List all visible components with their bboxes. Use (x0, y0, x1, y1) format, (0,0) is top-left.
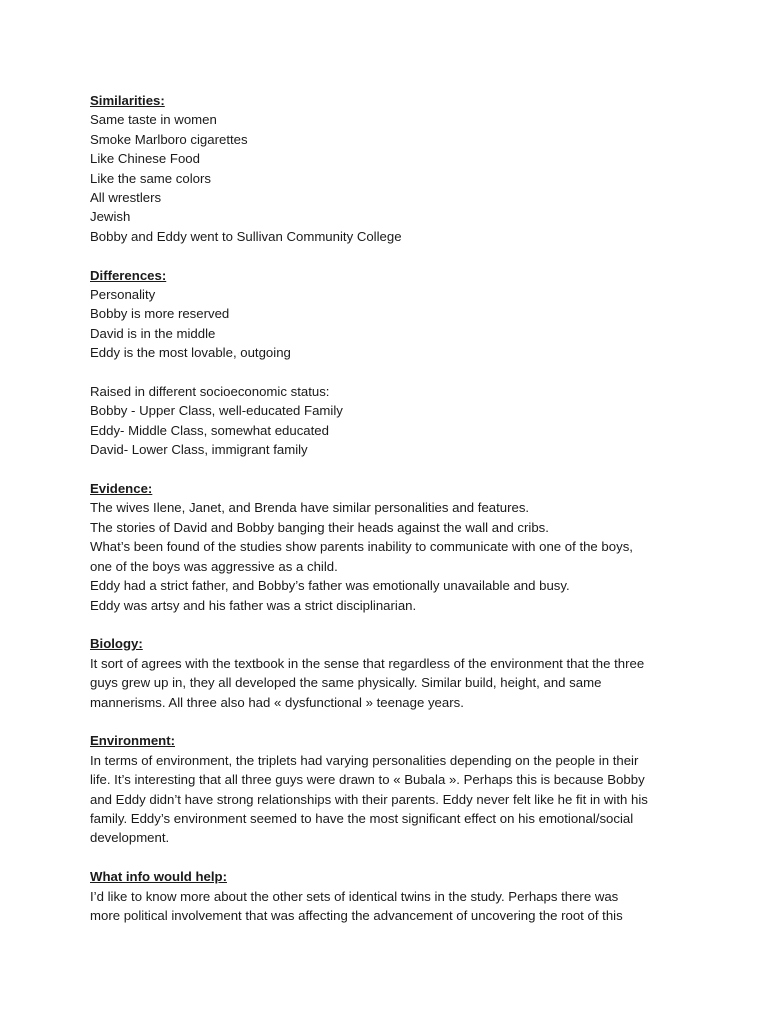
spacer (90, 712, 690, 731)
environment-line: development. (90, 830, 170, 846)
difference-item: Bobby is more reserved (90, 306, 230, 322)
socioeconomic-item: Eddy- Middle Class, somewhat educated (90, 422, 329, 438)
evidence-line: The stories of David and Bobby banging their heads against the wall and cribs. (90, 519, 549, 535)
environment-line: family. Eddy’s environment seemed to have the most significant effect on his emotional/social (90, 810, 634, 826)
socioeconomic-item: Bobby - Upper Class, well-educated Family (90, 403, 343, 419)
difference-item: Personality (90, 287, 156, 303)
evidence-section (90, 479, 690, 615)
spacer (90, 246, 690, 265)
biology-heading: Biology: (90, 636, 143, 652)
socioeconomic-item: David- Lower Class, immigrant family (90, 442, 308, 458)
similarity-item: All wrestlers (90, 190, 162, 206)
biology-section (90, 634, 690, 712)
environment-line: and Eddy didn’t have strong relationships with their parents. Eddy never felt like he fit in with his (90, 791, 648, 807)
similarity-item: Smoke Marlboro cigarettes (90, 131, 248, 147)
similarity-item: Bobby and Eddy went to Sullivan Community College (90, 228, 402, 244)
differences-heading: Differences: (90, 267, 167, 283)
environment-line: In terms of environment, the triplets had varying personalities depending on the people in their (90, 752, 639, 768)
info-section (90, 867, 690, 925)
similarity-item: Like Chinese Food (90, 151, 200, 167)
differences-section (90, 266, 690, 460)
evidence-line: one of the boys was aggressive as a child. (90, 558, 338, 574)
biology-line: It sort of agrees with the textbook in the sense that regardless of the environment that the three (90, 655, 645, 671)
evidence-line: What’s been found of the studies show parents inability to communicate with one of the boys, (90, 539, 633, 555)
environment-line: life. It’s interesting that all three guys were drawn to « Bubala ». Perhaps this is because Bobby (90, 772, 645, 788)
biology-line: guys grew up in, they all developed the same physically. Similar build, height, and same (90, 675, 602, 691)
environment-heading: Environment: (90, 733, 175, 749)
difference-item: Eddy is the most lovable, outgoing (90, 345, 291, 361)
difference-item: David is in the middle (90, 325, 216, 341)
similarities-section (90, 91, 690, 246)
info-line: I’d like to know more about the other sets of identical twins in the study. Perhaps there was (90, 888, 619, 904)
similarity-item: Same taste in women (90, 112, 217, 128)
spacer (90, 615, 690, 634)
socioeconomic-intro: Raised in different socioeconomic status: (90, 384, 330, 400)
evidence-line: Eddy had a strict father, and Bobby’s father was emotionally unavailable and busy. (90, 578, 570, 594)
evidence-line: The wives Ilene, Janet, and Brenda have similar personalities and features. (90, 500, 530, 516)
info-heading: What info would help: (90, 869, 227, 885)
evidence-line: Eddy was artsy and his father was a strict disciplinarian. (90, 597, 417, 613)
environment-section (90, 731, 690, 847)
spacer (90, 848, 690, 867)
document-page (90, 91, 690, 925)
info-line: more political involvement that was affecting the advancement of uncovering the root of this (90, 907, 623, 923)
evidence-heading: Evidence: (90, 481, 153, 497)
spacer (90, 363, 690, 382)
similarity-item: Jewish (90, 209, 131, 225)
similarity-item: Like the same colors (90, 170, 211, 186)
similarities-heading: Similarities: (90, 93, 165, 108)
spacer (90, 460, 690, 479)
biology-line: mannerisms. All three also had « dysfunctional » teenage years. (90, 694, 464, 710)
